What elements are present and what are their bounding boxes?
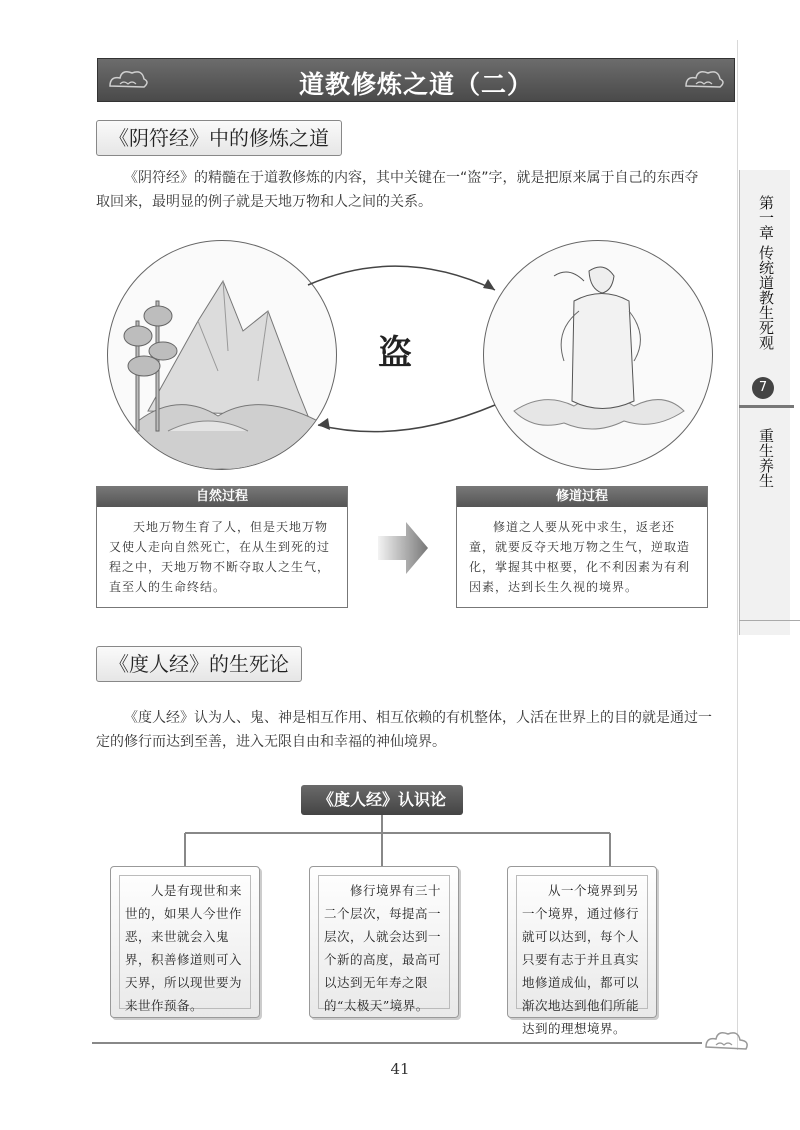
right-arrow-icon (378, 520, 430, 576)
natural-process-title: 自然过程 (97, 487, 347, 507)
section-heading-yinfujing: 《阴符经》中的修炼之道 (96, 120, 342, 156)
side-chapter-label: 第一章 传统道教生死观 (757, 195, 775, 350)
section-paragraph-durenjing: 《度人经》认为人、鬼、神是相互作用、相互依赖的有机整体，人活在世界上的目的就是通过一定的修行而达到至善，进入无限自由和幸福的神仙境界。 (96, 710, 712, 750)
concept-card-2 (309, 866, 459, 1018)
side-subsection-label: 重生养生 (757, 428, 775, 488)
footer-line (92, 1042, 702, 1044)
header-band (97, 58, 735, 102)
cloud-ornament-icon (682, 66, 726, 92)
concept-connector (180, 815, 620, 870)
chapter-number-badge: 7 (752, 377, 774, 399)
sage-illustration (483, 240, 713, 470)
cultivation-process-box (456, 486, 708, 608)
section-paragraph-yinfujing: 《阴符经》的精髓在于道教修炼的内容，其中关键在一“盗”字，就是把原来属于自己的东西夺取回来，最明显的例子就是天地万物和人之间的关系。 (96, 170, 699, 210)
cultivation-process-title: 修道过程 (457, 487, 707, 507)
concept-card-text: 人是有现世和来世的，如果人今世作恶，来世就会入鬼界，积善修道则可入天界，所以现世要为来世作预备。 (125, 883, 243, 1013)
concept-card-1 (110, 866, 260, 1018)
natural-process-box (96, 486, 348, 608)
concept-card-text: 修行境界有三十二个层次，每提高一层次，人就会达到一个新的高度，最高可以达到无年寿之限的“太极天”境界。 (324, 883, 442, 1013)
side-bottom-line (739, 620, 800, 621)
page-number: 41 (390, 1060, 410, 1078)
concept-title: 《度人经》认识论 (301, 785, 463, 815)
natural-process-text: 天地万物生育了人，但是天地万物又使人走向自然死亡，在从生到死的过程之中，天地万物不断夺取人之生气，直至人的生命终结。 (109, 520, 331, 594)
concept-card-3 (507, 866, 657, 1036)
side-divider (739, 405, 794, 408)
cultivation-process-text: 修道之人要从死中求生，返老还童，就要反夺天地万物之生气，逆取造化，掌握其中枢要，化不利因素为有利因素，达到长生久视的境界。 (469, 520, 691, 594)
section-heading-durenjing: 《度人经》的生死论 (96, 646, 302, 682)
concept-card-text: 从一个境界到另一个境界，通过修行就可以达到，每个人只要有志于并且真实地修道成仙，都可以渐次地达到他们所能达到的理想境界。 (522, 883, 640, 1036)
center-character: 盗 (378, 333, 412, 373)
page-title: 道教修炼之道（二） (298, 70, 533, 99)
cloud-ornament-icon (700, 1025, 760, 1055)
